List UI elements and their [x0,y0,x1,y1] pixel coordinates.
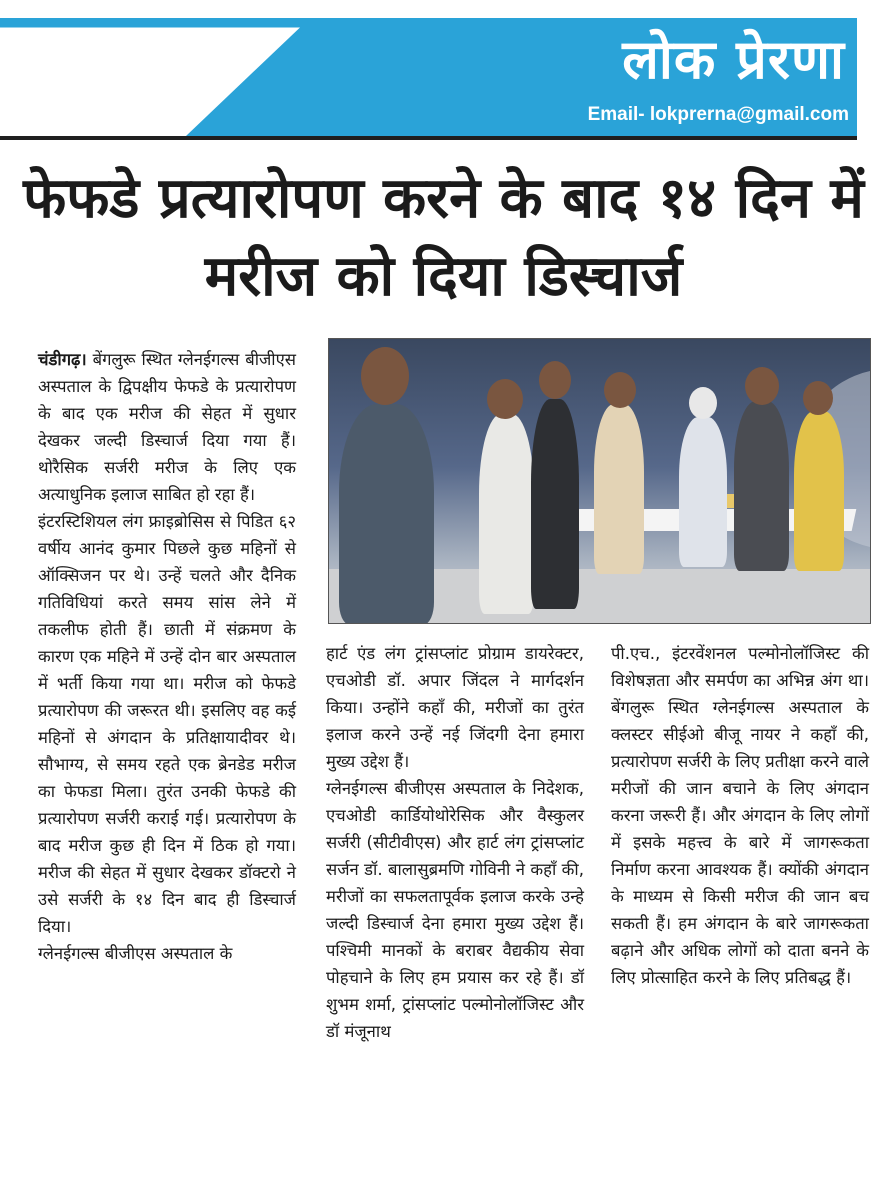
person-head [803,381,833,415]
person-guest [594,404,644,574]
paragraph-text: बेंगलुरू स्थित ग्लेनईगल्स बीजीएस अस्पताल के द्विपक्षीय फेफडे के प्रत्यारोपण के बाद एक मरीज की सेहत में सुधार देखकर जल्दी डिस्चार्ज दिया गया हैं। थोरैसिक सर्जरी मरीज के लिए एक अत्याधुनिक इलाज साबित हो रहा हैं। [38,350,297,504]
person-guest [794,411,844,571]
masthead-divider [0,24,288,27]
article-column-2 [326,640,584,1045]
person-guest [734,401,789,571]
person-head [604,372,636,408]
article-photo [328,338,871,624]
newspaper-title: लोक प्रेरणा [622,28,845,91]
person-doctor [479,414,534,614]
person-surgeon [339,404,434,624]
article-column-1 [38,346,296,967]
person-guest [531,399,579,609]
person-head [487,379,523,419]
person-patient [679,417,727,567]
article-paragraph: ग्लेनईगल्स बीजीएस अस्पताल के निदेशक, एचओडी कार्डियोथोरेसिक और वैस्कुलर सर्जरी (सीटीवीएस) और हार्ट लंग ट्रांसप्लांट सर्जन डॉ. बालासुब्रमणि गोविनी ने कहाँ की, मरीजों का सफलतापूर्वक इलाज करके उन्हे जल्दी डिस्चार्ज देना हमारा मुख्य उद्देश हैं। पश्चिमी मानकों के बराबर वैद्यकीय सेवा पोहचाने के लिए हम प्रयास कर रहे हैं। डॉ शुभम शर्मा, ट्रांसप्लांट पल्मोनोलॉजिस्ट और डॉ मंजूनाथ [326,779,584,1041]
article-paragraph: पी.एच., इंटरवेंशनल पल्मोनोलॉजिस्ट की विशेषज्ञता और समर्पण का अभिन्न अंग था। बेंगलुरू स्थित ग्लेनईगल्स अस्पताल के क्लस्टर सीईओ बीजू नायर ने कहाँ की, प्रत्यारोपण सर्जरी के लिए प्रतीक्षा करने वाले मरीजों की जान बचाने के लिए अंगदान करना जरूरी हैं। और अंगदान के लिए लोगों में इसके महत्त्व के बारे में जागरूकता निर्माण करना आवश्यक हैं। क्योंकी अंगदान के माध्यम से किसी मरीज की जान बच सकती हैं। हम अंगदान के बारे जागरूकता बढ़ाने और अधिक लोगों को दाता बनने के लिए प्रोत्साहित करने के लिए प्रतिबद्ध हैं। [611,644,869,987]
person-head [361,347,409,405]
article-column-3 [611,640,869,991]
dateline: चंडीगढ़। [38,350,87,369]
article-paragraph: इंटरस्टिशियल लंग फ्राइब्रोसिस से पिडित ६२ वर्षीय आनंद कुमार पिछले कुछ महिनों से ऑक्सिजन पर थे। उन्हें चलते और दैनिक गतिविधियां करते समय सांस लेने में तकलीफ होती हैं। छाती में संक्रमण के कारण एक महिने में उन्हें दोन बार अस्पताल में भर्ती किया गया था। मरीज को फेफडे प्रत्यारोपण की जरूरत थी। इसलिए वह कई महिनों से अंगदान के प्रतिक्षायादीवर थे। सौभाग्य, से समय रहते एक ब्रेनडेड मरीज का फेफडा मिला। तुरंत उनकी फेफडे की प्रत्यारोपण सर्जरी कराई गई। प्रत्यारोपण के बाद मरीज कुछ ही दिन में ठिक हो गया। मरीज की सेहत में सुधार देखकर डॉक्टरो ने उसे सर्जरी के १४ दिन बाद ही डिस्चार्ज दिया। [38,512,296,936]
article-headline: फेफडे प्रत्यारोपण करने के बाद १४ दिन में मरीज को दिया डिस्चार्ज [23,166,864,309]
article-paragraph: हार्ट एंड लंग ट्रांसप्लांट प्रोग्राम डायरेक्टर, एचओडी डॉ. अपार जिंदल ने मार्गदर्शन किया। उन्होंने कहाँ की, मरीजों का तुरंत इलाज करने उन्हें नई जिंदगी देना हमारा मुख्य उद्देश हैं। [326,644,584,771]
article-paragraph [38,346,296,508]
contact-email: Email- lokprerna@gmail.com [587,104,849,125]
person-head [539,361,571,399]
person-head [689,387,717,419]
person-head [745,367,779,405]
article-paragraph: ग्लेनईगल्स बीजीएस अस्पताल के [38,944,233,963]
